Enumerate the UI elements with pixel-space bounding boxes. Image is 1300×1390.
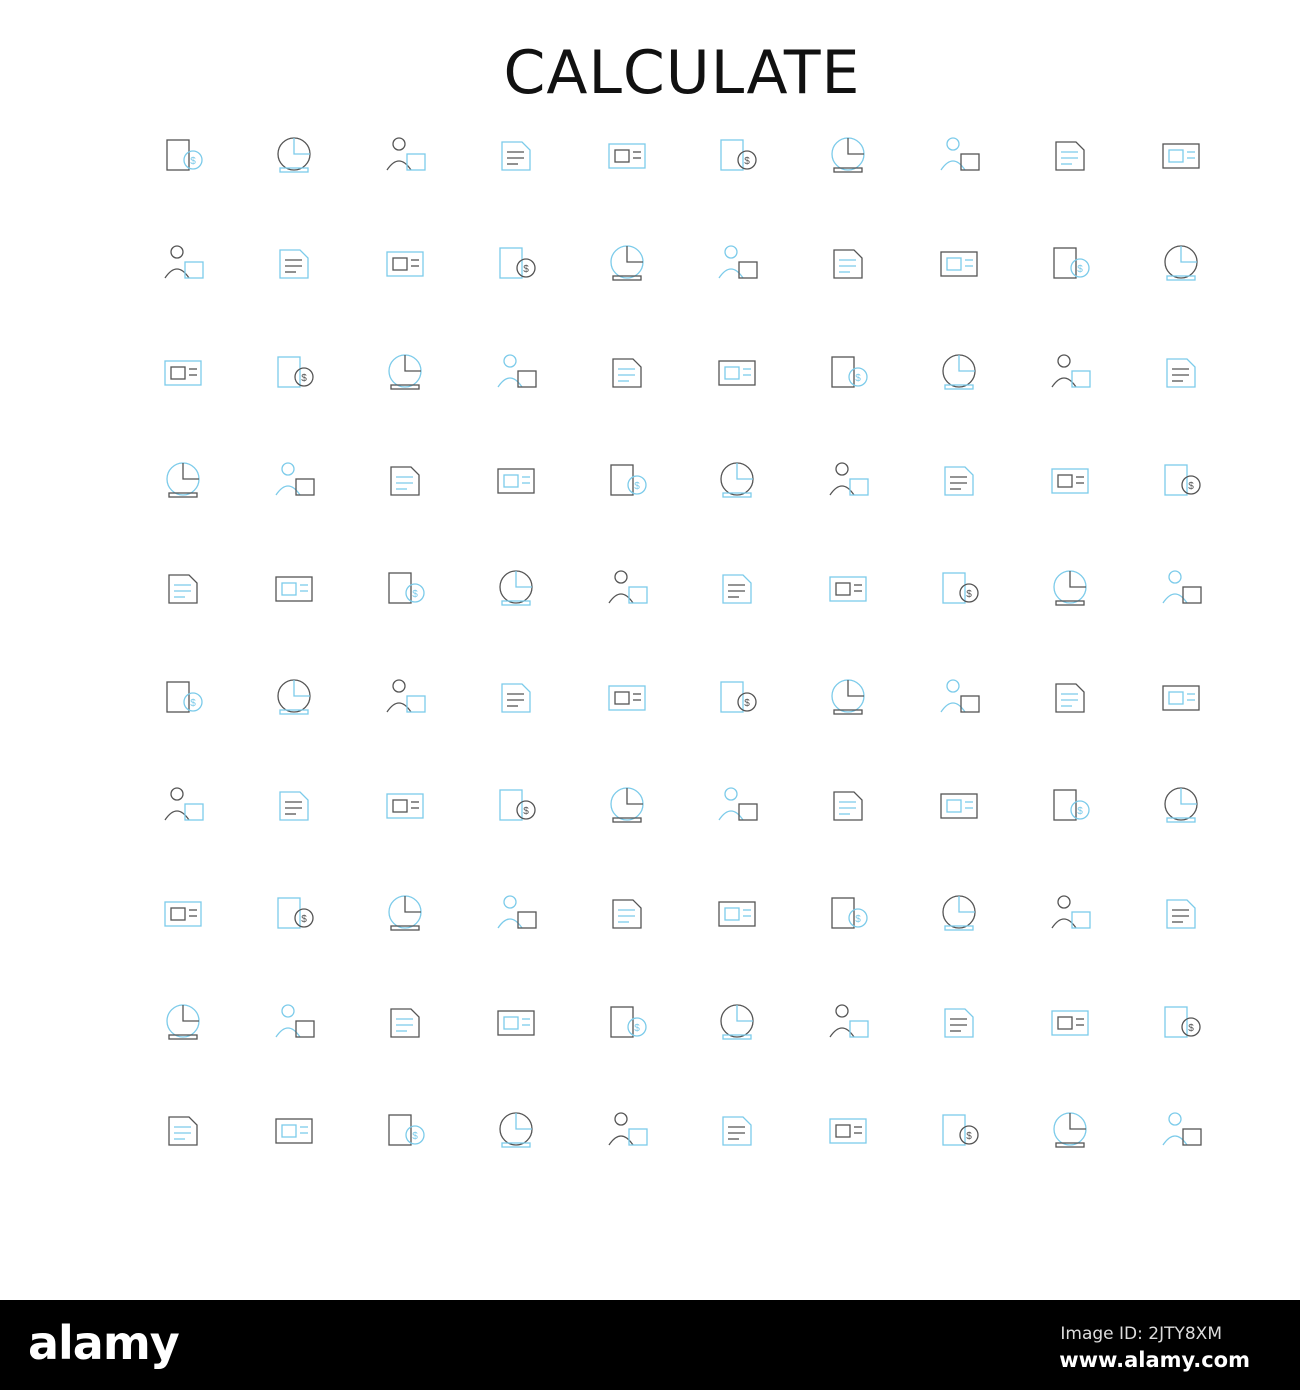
- folder-document-dollar-icon: [793, 966, 904, 1074]
- money-bag-check-icon: [1125, 750, 1236, 858]
- briefcase-cart-icon: [571, 425, 682, 533]
- calculator-hand-dollar-icon: [904, 966, 1015, 1074]
- idea-person-icon-graphic: [270, 672, 318, 720]
- chart-calculator-icon-graphic: [824, 1105, 872, 1153]
- woman-magnifier-2-icon: [1125, 966, 1236, 1074]
- person-hearts-icon-graphic: [1157, 455, 1205, 503]
- calculator-banknote-icon-graphic: [603, 672, 651, 720]
- couple-money-icon: [239, 100, 350, 208]
- calculator-document-icon-graphic: [713, 563, 761, 611]
- piggy-bank-icon: [682, 100, 793, 208]
- chart-calculator-icon: [793, 1075, 904, 1183]
- money-jar-icon: [128, 750, 239, 858]
- person-star-icon-graphic: [1046, 780, 1094, 828]
- growth-banknote-icon-graphic: [935, 563, 983, 611]
- clipboard-medical-icon: [793, 317, 904, 425]
- person-coins-icon-graphic: [935, 455, 983, 503]
- hand-dollar-phone-icon: [571, 966, 682, 1074]
- money-plant-icon: [571, 100, 682, 208]
- svg-text:$: $: [633, 1022, 640, 1034]
- svg-text:$: $: [412, 1130, 418, 1142]
- pos-terminal-icon: [128, 641, 239, 749]
- abacus-dollar-icon: [571, 858, 682, 966]
- receipt-dollar-icon-graphic: [492, 563, 540, 611]
- briefcase-cart-icon-graphic: [603, 455, 651, 503]
- image-id: Image ID: 2JTY8XM: [1060, 1324, 1222, 1344]
- businessman-money-jar-icon: [1014, 317, 1125, 425]
- person-chat-dollar-icon: [1014, 966, 1125, 1074]
- person-star-icon: [1014, 750, 1125, 858]
- plant-hand-money-icon: [904, 208, 1015, 316]
- pie-chart-dollar-icon: [350, 317, 461, 425]
- calculator-hand-dollar-icon-graphic: [935, 997, 983, 1045]
- svg-text:$: $: [1076, 805, 1083, 817]
- person-chat-dollar-icon-graphic: [1046, 997, 1094, 1045]
- card-dollar-icon: [128, 317, 239, 425]
- svg-text:$: $: [1187, 481, 1194, 493]
- calendar-dollar-icon-graphic: [713, 347, 761, 395]
- businessman-certificate-icon-graphic: [492, 455, 540, 503]
- pencil-person-calculator-icon: [1125, 641, 1236, 749]
- currency-exchange-icon: [904, 100, 1015, 208]
- notebook-calculator-icon: [239, 1075, 350, 1183]
- percent-coins-icon-graphic: [270, 780, 318, 828]
- footer-bar: [0, 1300, 1300, 1390]
- woman-calculator-icon: [1125, 1075, 1236, 1183]
- tax-clipboard-icon: [904, 858, 1015, 966]
- pie-chart-dollar-icon-graphic: [381, 347, 429, 395]
- chat-chart-icon-graphic: [603, 563, 651, 611]
- document-dollar-percent-icon: [682, 966, 793, 1074]
- calculator-document-icon: [682, 533, 793, 641]
- hand-banknote-icon: [460, 641, 571, 749]
- house-document-check-icon-graphic: [381, 672, 429, 720]
- box-percent-icon: [1014, 641, 1125, 749]
- document-person-icon-graphic: [159, 888, 207, 936]
- graduation-banknote-icon: [904, 641, 1015, 749]
- monitor-person-dollar-icon-graphic: [270, 888, 318, 936]
- house-document-check-icon: [350, 641, 461, 749]
- folder-document-dollar-icon-graphic: [824, 997, 872, 1045]
- hands-banknote-icon: [682, 641, 793, 749]
- hand-calculator-document-icon: [793, 641, 904, 749]
- banknotes-check-icon-graphic: [381, 780, 429, 828]
- conveyor-box-icon: [1125, 858, 1236, 966]
- site-url: www.alamy.com: [1059, 1348, 1250, 1372]
- person-money-bag-icon: [1125, 100, 1236, 208]
- businessman-money-jar-icon-graphic: [1046, 347, 1094, 395]
- appliances-icon-graphic: [159, 130, 207, 178]
- svg-text:$: $: [744, 156, 751, 168]
- icon-grid: [128, 100, 1236, 1183]
- gear-dollar-calculator-icon-graphic: [492, 888, 540, 936]
- scale-document-icon-graphic: [935, 780, 983, 828]
- checklist-clock-icon: [350, 208, 461, 316]
- calculator-percent-document-icon: [460, 750, 571, 858]
- conveyor-box-icon-graphic: [1157, 888, 1205, 936]
- pie-chart-document-icon: [350, 858, 461, 966]
- wallet-chart-icon: [460, 208, 571, 316]
- pie-chart-document-icon-graphic: [381, 888, 429, 936]
- tablet-person-icon-graphic: [1046, 1105, 1094, 1153]
- chart-document-icon: [239, 208, 350, 316]
- contactless-card-icon-graphic: [824, 455, 872, 503]
- plant-coins-icon: [128, 1075, 239, 1183]
- clipboard-scale-icon: [128, 533, 239, 641]
- svg-text:$: $: [855, 914, 861, 926]
- abacus-hand-icon: [904, 1075, 1015, 1183]
- svg-text:$: $: [1187, 1022, 1194, 1034]
- abacus-dollar-icon-graphic: [603, 888, 651, 936]
- monitor-calculator-icon-graphic: [713, 238, 761, 286]
- pills-icon-graphic: [824, 130, 872, 178]
- page-title: CALCULATE: [503, 38, 861, 108]
- hand-card-transfer-icon-graphic: [824, 888, 872, 936]
- hand-calculator-document-icon-graphic: [824, 672, 872, 720]
- woman-magnifier-icon: [460, 100, 571, 208]
- svg-text:$: $: [633, 481, 640, 493]
- money-bag-shield-icon-graphic: [603, 347, 651, 395]
- folder-calculator-icon: [128, 425, 239, 533]
- calculator-percent-document-icon-graphic: [492, 780, 540, 828]
- house-money-bag-icon: [460, 317, 571, 425]
- svg-text:$: $: [966, 589, 972, 601]
- banknote-document-icon-graphic: [1046, 563, 1094, 611]
- atm-cash-icon-graphic: [1046, 455, 1094, 503]
- notebook-calculator-icon-graphic: [270, 1105, 318, 1153]
- monitor-chart-icon: [128, 966, 239, 1074]
- scale-document-icon: [904, 750, 1015, 858]
- briefcase-envelope-icon: [571, 208, 682, 316]
- card-banknote-transfer-icon-graphic: [713, 780, 761, 828]
- scale-money-icon-graphic: [492, 1105, 540, 1153]
- money-bag-coins-icon: [1125, 533, 1236, 641]
- svg-text:$: $: [523, 805, 529, 817]
- checklist-clock-icon-graphic: [381, 238, 429, 286]
- document-report-icon-graphic: [935, 347, 983, 395]
- woman-magnifier-2-icon-graphic: [1157, 997, 1205, 1045]
- house-money-bag-icon-graphic: [492, 347, 540, 395]
- card-dollar-icon-graphic: [159, 347, 207, 395]
- folder-documents-icon: [350, 1075, 461, 1183]
- svg-text:$: $: [1076, 264, 1083, 276]
- couple-money-icon-graphic: [270, 130, 318, 178]
- credit-card-icon-graphic: [824, 780, 872, 828]
- money-bag-coins-icon-graphic: [1157, 563, 1205, 611]
- dollar-euro-exchange-icon: [682, 858, 793, 966]
- document-person-icon: [128, 858, 239, 966]
- credit-card-icon: [793, 750, 904, 858]
- percent-coins-icon: [239, 750, 350, 858]
- businessman-money-icon: [239, 317, 350, 425]
- contactless-card-icon: [793, 425, 904, 533]
- phone-database-icon-graphic: [824, 238, 872, 286]
- hand-piggy-bank-icon: [239, 425, 350, 533]
- money-jar-icon-graphic: [159, 780, 207, 828]
- woman-calculator-icon-graphic: [1157, 1105, 1205, 1153]
- document-dollar-percent-icon-graphic: [713, 997, 761, 1045]
- briefcase-envelope-icon-graphic: [603, 238, 651, 286]
- money-bags-icon: [682, 1075, 793, 1183]
- clipboard-medical-icon-graphic: [824, 347, 872, 395]
- scale-money-icon: [460, 1075, 571, 1183]
- dollar-cycle-icon: [1014, 208, 1125, 316]
- calendar-dollar-icon: [682, 317, 793, 425]
- documents-icon-graphic: [1046, 130, 1094, 178]
- person-hearts-icon: [1125, 425, 1236, 533]
- money-bags-icon-graphic: [713, 1105, 761, 1153]
- folder-calculator-icon-graphic: [159, 455, 207, 503]
- hand-piggy-bank-icon-graphic: [270, 455, 318, 503]
- percent-down-icon-graphic: [381, 455, 429, 503]
- card-banknote-transfer-icon: [682, 750, 793, 858]
- banknote-arrows-icon-graphic: [824, 563, 872, 611]
- businessman-presentation-icon-graphic: [381, 563, 429, 611]
- jar-percent-icon-graphic: [1157, 347, 1205, 395]
- atm-cash-icon: [1014, 425, 1125, 533]
- banknote-arrows-icon: [793, 533, 904, 641]
- hands-coins-icon: [239, 533, 350, 641]
- pencil-person-calculator-icon-graphic: [1157, 672, 1205, 720]
- folder-documents-icon-graphic: [381, 1105, 429, 1153]
- hand-dollar-phone-icon-graphic: [603, 997, 651, 1045]
- hand-growth-dollar-icon: [682, 425, 793, 533]
- pills-icon: [793, 100, 904, 208]
- document-magnifier-icon-graphic: [603, 1105, 651, 1153]
- woman-magnifier-icon-graphic: [492, 130, 540, 178]
- svg-text:$: $: [412, 589, 418, 601]
- businessman-presentation-icon: [350, 533, 461, 641]
- svg-text:$: $: [523, 264, 529, 276]
- documents-icon: [1014, 100, 1125, 208]
- hand-growth-dollar-icon-graphic: [713, 455, 761, 503]
- money-plant-icon-graphic: [603, 130, 651, 178]
- person-money-bag-icon-graphic: [1157, 130, 1205, 178]
- svg-text:$: $: [190, 697, 197, 709]
- pos-terminal-icon-graphic: [159, 672, 207, 720]
- dollar-key-icon: [1014, 858, 1125, 966]
- banknotes-check-icon: [350, 750, 461, 858]
- cloud-sync-devices-icon: [128, 208, 239, 316]
- idea-person-icon: [239, 641, 350, 749]
- document-report-icon: [904, 317, 1015, 425]
- clipboard-scale-icon-graphic: [159, 563, 207, 611]
- hand-card-transfer-icon: [793, 858, 904, 966]
- money-bag-shield-icon: [571, 317, 682, 425]
- gear-dollar-calculator-icon: [460, 858, 571, 966]
- tablet-person-icon: [1014, 1075, 1125, 1183]
- gift-box-icon-graphic: [381, 130, 429, 178]
- gift-box-icon: [350, 100, 461, 208]
- calculator-banknote-icon: [571, 641, 682, 749]
- plant-hand-money-icon-graphic: [935, 238, 983, 286]
- monitor-presentation-icon: [350, 966, 461, 1074]
- monitor-person-dollar-icon: [239, 858, 350, 966]
- alamy-logo: alamy: [28, 1316, 179, 1370]
- chat-chart-icon: [571, 533, 682, 641]
- svg-text:$: $: [744, 697, 751, 709]
- price-tag-icon-graphic: [270, 997, 318, 1045]
- dollar-euro-exchange-icon-graphic: [713, 888, 761, 936]
- hands-banknote-icon-graphic: [713, 672, 761, 720]
- businessman-certificate-icon: [460, 425, 571, 533]
- jar-percent-icon: [1125, 317, 1236, 425]
- hands-coins-icon-graphic: [270, 563, 318, 611]
- svg-text:$: $: [190, 156, 197, 168]
- person-coins-icon: [904, 425, 1015, 533]
- plant-coins-icon-graphic: [159, 1105, 207, 1153]
- monitor-chart-icon-graphic: [159, 997, 207, 1045]
- hand-banknote-icon-graphic: [492, 672, 540, 720]
- phone-database-icon: [793, 208, 904, 316]
- wallet-chart-icon-graphic: [492, 238, 540, 286]
- box-percent-icon-graphic: [1046, 672, 1094, 720]
- clipboard-check-pen-icon: [460, 966, 571, 1074]
- dollar-cycle-icon-graphic: [1046, 238, 1094, 286]
- banknote-document-icon: [1014, 533, 1125, 641]
- appliances-icon: [128, 100, 239, 208]
- document-magnifier-icon: [571, 1075, 682, 1183]
- svg-text:$: $: [301, 914, 307, 926]
- person-card-icon: [571, 750, 682, 858]
- price-tag-icon: [239, 966, 350, 1074]
- piggy-bank-icon-graphic: [713, 130, 761, 178]
- person-card-icon-graphic: [603, 780, 651, 828]
- svg-text:$: $: [855, 372, 861, 384]
- graduation-banknote-icon-graphic: [935, 672, 983, 720]
- receipt-dollar-icon: [460, 533, 571, 641]
- monitor-presentation-icon-graphic: [381, 997, 429, 1045]
- growth-banknote-icon: [904, 533, 1015, 641]
- clipboard-check-pen-icon-graphic: [492, 997, 540, 1045]
- dollar-key-icon-graphic: [1046, 888, 1094, 936]
- chart-document-icon-graphic: [270, 238, 318, 286]
- money-bag-check-icon-graphic: [1157, 780, 1205, 828]
- abacus-hand-icon-graphic: [935, 1105, 983, 1153]
- percent-down-icon: [350, 425, 461, 533]
- cloud-sync-devices-icon-graphic: [159, 238, 207, 286]
- monitor-calculator-icon: [682, 208, 793, 316]
- svg-text:$: $: [301, 372, 307, 384]
- tax-clipboard-icon-graphic: [935, 888, 983, 936]
- currency-exchange-icon-graphic: [935, 130, 983, 178]
- svg-text:$: $: [966, 1130, 972, 1142]
- businessman-money-icon-graphic: [270, 347, 318, 395]
- money-bag-stacks-icon: [1125, 208, 1236, 316]
- money-bag-stacks-icon-graphic: [1157, 238, 1205, 286]
